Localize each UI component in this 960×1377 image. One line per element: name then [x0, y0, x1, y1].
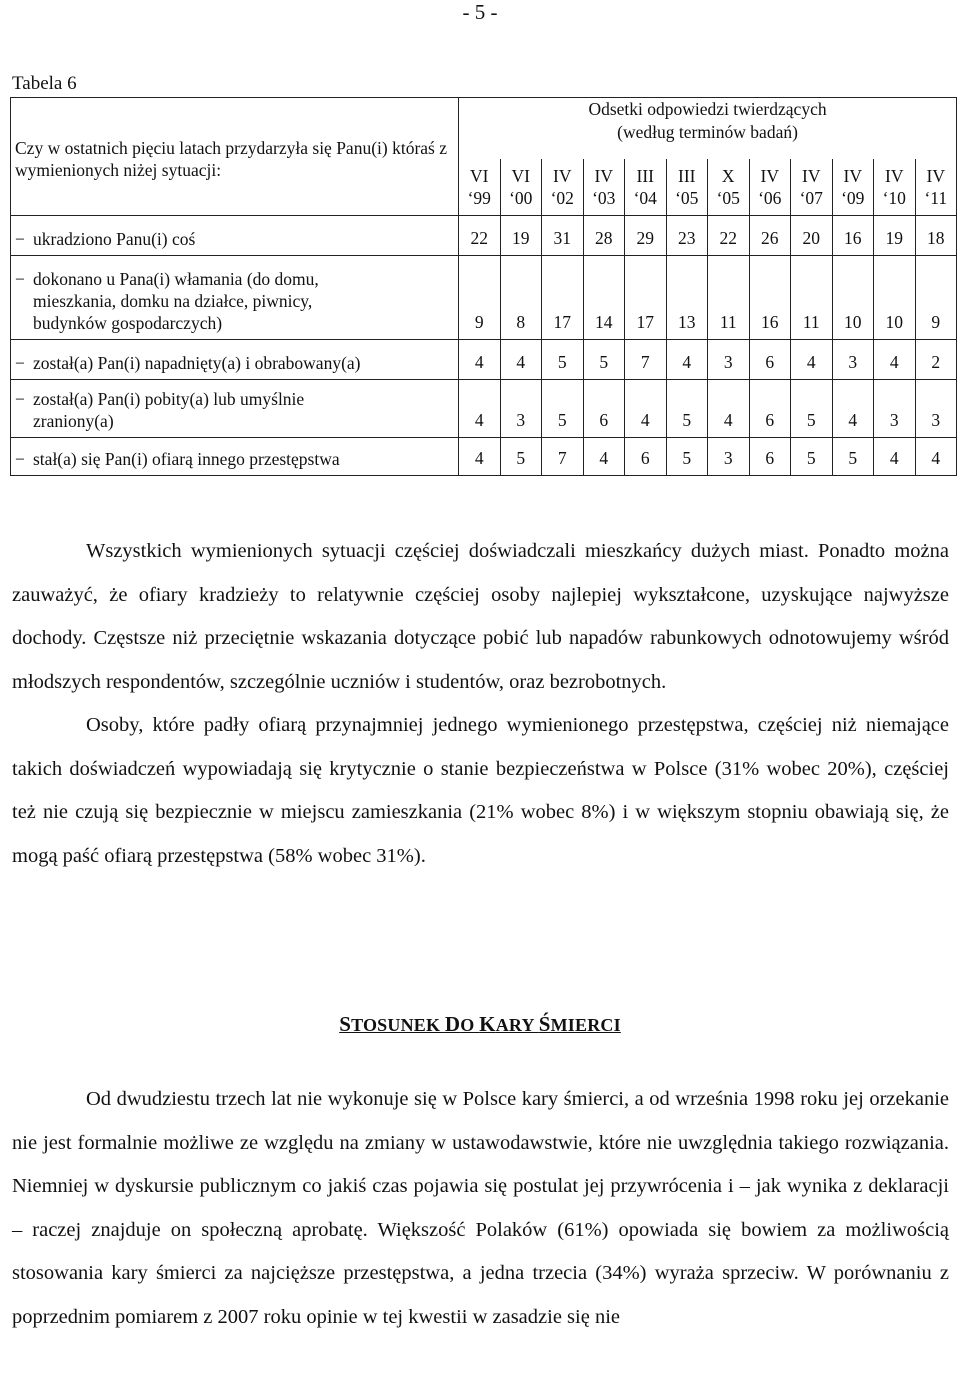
value-cell: 5: [791, 380, 833, 438]
term-header: [791, 159, 833, 216]
row-label: [11, 256, 459, 340]
survey-table: [10, 97, 957, 476]
term-year: ‘03: [592, 188, 616, 208]
dash-bullet: −: [15, 353, 25, 373]
term-month: IV: [926, 166, 946, 186]
term-header: [832, 159, 874, 216]
section-heading: STOSUNEK DO KARY ŚMIERCI: [339, 1012, 621, 1036]
value-cell: 5: [791, 438, 833, 476]
value-cell: 18: [915, 216, 957, 256]
row-label-line: budynków gospodarczych): [33, 313, 223, 333]
term-year: ‘04: [633, 188, 657, 208]
dash-bullet: −: [15, 389, 25, 409]
value-cell: 13: [666, 256, 708, 340]
page-number: - 5 -: [462, 0, 498, 24]
row-label-line: mieszkania, domku na działce, piwnicy,: [33, 291, 313, 311]
value-cell: 4: [583, 438, 625, 476]
term-month: IV: [843, 166, 862, 186]
value-cell: 4: [915, 438, 957, 476]
value-cell: 16: [832, 216, 874, 256]
term-month: III: [636, 166, 654, 186]
header-title-line2: (według terminów badań): [617, 122, 798, 142]
value-cell: 5: [500, 438, 542, 476]
term-header: [583, 159, 625, 216]
term-year: ‘11: [924, 188, 948, 208]
term-header: [666, 159, 708, 216]
value-cell: 10: [832, 256, 874, 340]
value-cell: 8: [500, 256, 542, 340]
header-title-line1: Odsetki odpowiedzi twierdzących: [588, 99, 827, 119]
value-cell: 31: [542, 216, 584, 256]
table-row: [11, 340, 957, 380]
row-label: [11, 380, 459, 438]
term-header: [625, 159, 667, 216]
value-cell: 6: [749, 380, 791, 438]
row-label-text: dokonano u Pana(i) włamania (do domu,: [33, 269, 319, 289]
term-month: VI: [470, 166, 489, 186]
row-label-line: [15, 352, 458, 374]
value-cell: 4: [500, 340, 542, 380]
term-month: X: [721, 166, 735, 186]
term-month: IV: [760, 166, 779, 186]
value-cell: 9: [915, 256, 957, 340]
term-header: [500, 159, 542, 216]
term-month: VI: [511, 166, 530, 186]
value-cell: 7: [542, 438, 584, 476]
value-cell: 6: [749, 340, 791, 380]
value-cell: 4: [874, 438, 916, 476]
value-cell: 6: [749, 438, 791, 476]
value-cell: 3: [708, 438, 750, 476]
term-month: IV: [594, 166, 613, 186]
term-year: ‘00: [509, 188, 533, 208]
value-cell: 19: [500, 216, 542, 256]
value-cell: 5: [542, 380, 584, 438]
row-label: [11, 340, 459, 380]
value-cell: 17: [625, 256, 667, 340]
value-cell: 29: [625, 216, 667, 256]
value-cell: 5: [542, 340, 584, 380]
table-title-header: [459, 98, 957, 159]
value-cell: 6: [583, 380, 625, 438]
row-label-text: został(a) Pan(i) pobity(a) lub umyślnie: [33, 389, 305, 409]
table-row: [11, 438, 957, 476]
value-cell: 4: [666, 340, 708, 380]
value-cell: 4: [832, 380, 874, 438]
value-cell: 23: [666, 216, 708, 256]
table-caption: Tabela 6: [12, 73, 77, 94]
value-cell: 4: [874, 340, 916, 380]
value-cell: 2: [915, 340, 957, 380]
term-header: [749, 159, 791, 216]
paragraph-1: Wszystkich wymienionych sytuacji częściej doświadczali mieszkańcy dużych miast. Ponadto można zauważyć, że ofiary kradzieży to relatywnie częściej osoby najlepiej wykształcone, uzyskujące najwyższe dochody. Częstsze niż przeciętnie wskazania dotyczące pobić lub napadów rabunkowych odnotowujemy wśród młodszych respondentów, szczególnie uczniów i studentów, oraz bezrobotnych.: [12, 540, 949, 693]
row-label-text: został(a) Pan(i) napadnięty(a) i obrabowany(a): [33, 353, 361, 373]
table-row: [11, 380, 957, 438]
value-cell: 5: [583, 340, 625, 380]
value-cell: 26: [749, 216, 791, 256]
row-label: [11, 216, 459, 256]
value-cell: 4: [708, 380, 750, 438]
paragraph-3: Od dwudziestu trzech lat nie wykonuje się w Polsce kary śmierci, a od września 1998 roku jej orzekanie nie jest formalnie możliwe ze względu na zmiany w ustawodawstwie, które nie uwzględnia takiego rozwiązania. Niemniej w dyskursie publicznym co jakiś czas pojawia się postulat jej przywrócenia i – jak wynika z deklaracji – raczej znajduje on społeczną aprobatę. Większość Polaków (61%) opowiada się bowiem za możliwością stosowania kary śmierci za najcięższe przestępstwa, a jedna trzecia (34%) wyraża sprzeciw. W porównaniu z poprzednim pomiarem z 2007 roku opinie w tej kwestii w zasadzie się nie: [12, 1088, 949, 1328]
dash-bullet: −: [15, 229, 25, 249]
value-cell: 4: [791, 340, 833, 380]
term-year: ‘99: [467, 188, 491, 208]
row-label-line: [15, 268, 458, 290]
term-year: ‘02: [550, 188, 574, 208]
value-cell: 3: [832, 340, 874, 380]
value-cell: 3: [874, 380, 916, 438]
term-year: ‘07: [799, 188, 823, 208]
term-year: ‘05: [675, 188, 699, 208]
term-header: [708, 159, 750, 216]
row-label-line: [15, 228, 458, 250]
value-cell: 4: [625, 380, 667, 438]
row-label-line: zraniony(a): [33, 411, 114, 431]
value-cell: 11: [791, 256, 833, 340]
table-row: [11, 216, 957, 256]
row-label-line: [15, 448, 458, 470]
value-cell: 4: [459, 380, 501, 438]
value-cell: 7: [625, 340, 667, 380]
value-cell: 11: [708, 256, 750, 340]
row-label-text: stał(a) się Pan(i) ofiarą innego przestępstwa: [33, 449, 340, 469]
value-cell: 4: [459, 340, 501, 380]
value-cell: 9: [459, 256, 501, 340]
term-year: ‘05: [716, 188, 740, 208]
row-label-line: [15, 388, 458, 410]
term-header: [542, 159, 584, 216]
term-month: IV: [553, 166, 572, 186]
value-cell: 19: [874, 216, 916, 256]
value-cell: 14: [583, 256, 625, 340]
value-cell: 5: [666, 438, 708, 476]
row-label-text: ukradziono Panu(i) coś: [33, 229, 196, 249]
table-question-header: Czy w ostatnich pięciu latach przydarzyła się Panu(i) któraś z wymienionych niżej sytuacji:: [11, 98, 459, 216]
term-header: [459, 159, 501, 216]
term-month: IV: [885, 166, 904, 186]
value-cell: 22: [459, 216, 501, 256]
term-header: [874, 159, 916, 216]
value-cell: 4: [459, 438, 501, 476]
term-month: IV: [802, 166, 821, 186]
value-cell: 3: [500, 380, 542, 438]
value-cell: 3: [708, 340, 750, 380]
dash-bullet: −: [15, 269, 25, 289]
value-cell: 3: [915, 380, 957, 438]
value-cell: 28: [583, 216, 625, 256]
value-cell: 16: [749, 256, 791, 340]
paragraph-block-1: [12, 530, 949, 878]
row-label: [11, 438, 459, 476]
value-cell: 5: [666, 380, 708, 438]
term-month: III: [678, 166, 696, 186]
value-cell: 6: [625, 438, 667, 476]
paragraph-2: Osoby, które padły ofiarą przynajmniej jednego wymienionego przestępstwa, częściej niż niemające takich doświadczeń wypowiadają się krytycznie o stanie bezpieczeństwa w Polsce (31% wobec 20%), częściej też nie czują się bezpiecznie w miejscu zamieszkania (21% wobec 8%) i w większym stopniu obawiają się, że mogą paść ofiarą przestępstwa (58% wobec 31%).: [12, 714, 949, 867]
term-year: ‘06: [758, 188, 782, 208]
table-row: [11, 256, 957, 340]
value-cell: 20: [791, 216, 833, 256]
value-cell: 10: [874, 256, 916, 340]
term-year: ‘09: [841, 188, 865, 208]
dash-bullet: −: [15, 449, 25, 469]
value-cell: 22: [708, 216, 750, 256]
value-cell: 5: [832, 438, 874, 476]
term-year: ‘10: [882, 188, 906, 208]
term-header: [915, 159, 957, 216]
value-cell: 17: [542, 256, 584, 340]
paragraph-block-2: [12, 1078, 949, 1339]
